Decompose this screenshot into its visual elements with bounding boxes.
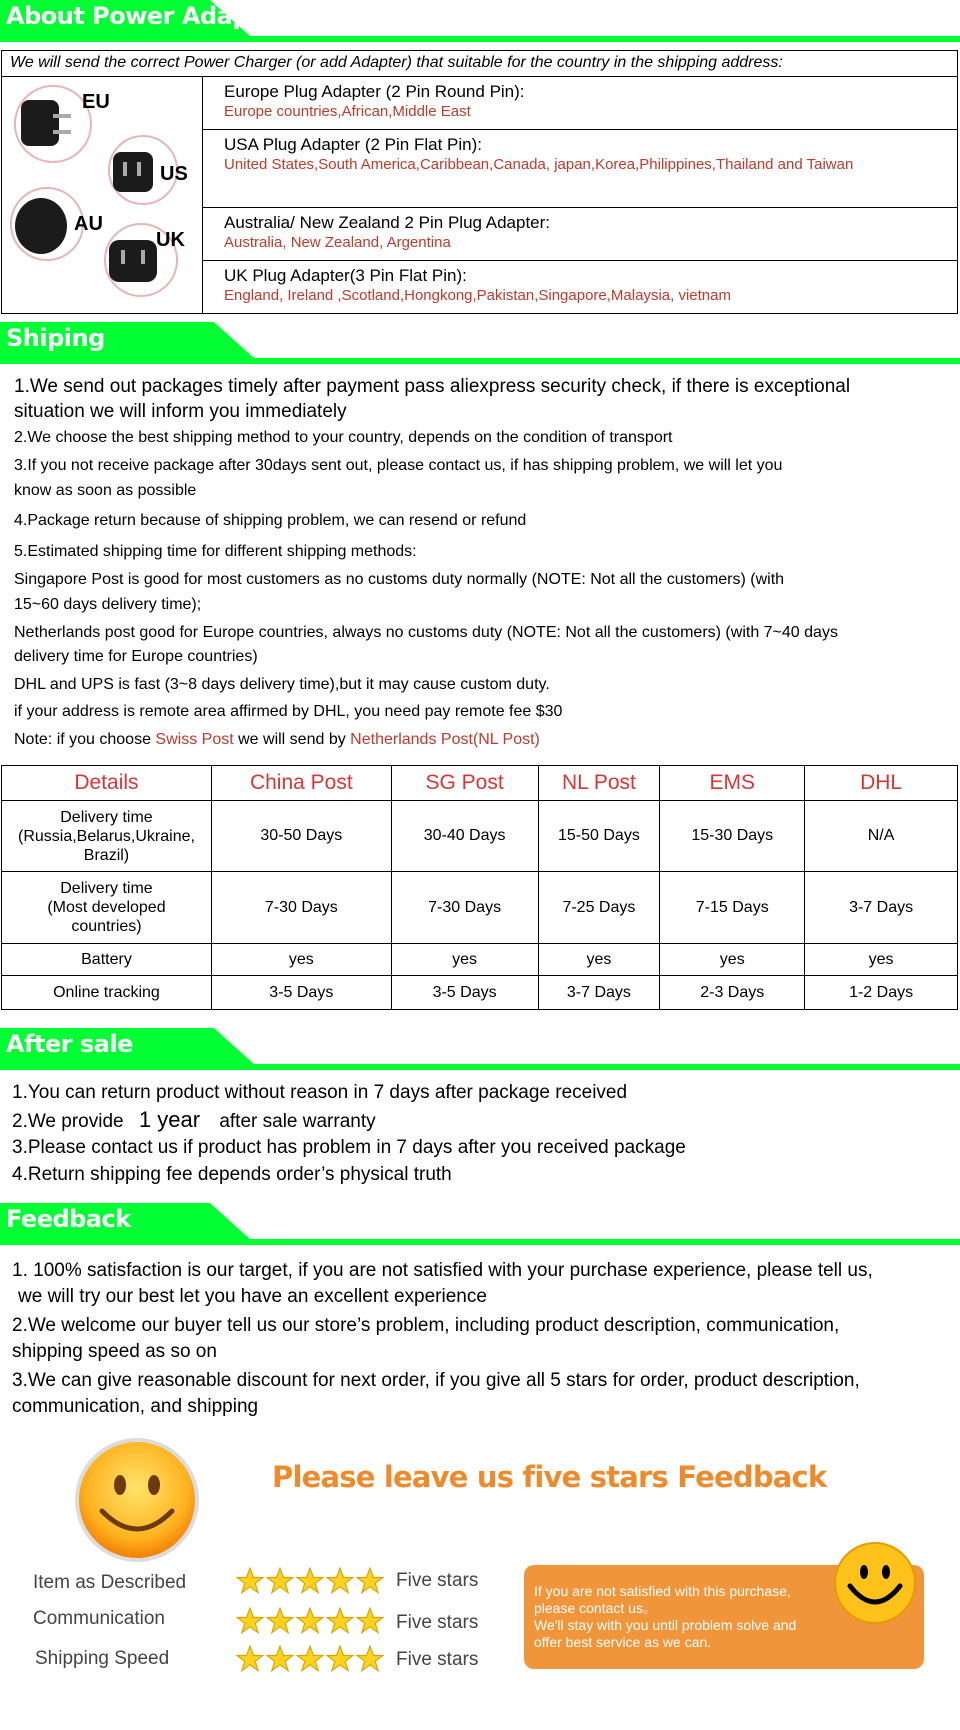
table-cell: 3-7 Days [538, 976, 660, 1010]
star-icon [356, 1607, 384, 1635]
table-row [2, 801, 958, 872]
rating-value: Five stars [396, 1612, 479, 1633]
table-cell: 30-40 Days [391, 801, 538, 872]
table-cell: 30-50 Days [211, 801, 391, 872]
aftersale-warranty [12, 1108, 376, 1134]
aftersale-text: 2.We provide [12, 1111, 124, 1132]
plug-row [203, 77, 958, 130]
table-cell: yes [805, 944, 958, 976]
star-icon [296, 1645, 324, 1673]
star-icon [326, 1607, 354, 1635]
plug-title: Australia/ New Zealand 2 Pin Plug Adapter: [224, 212, 551, 232]
shipping-line: 15~60 days delivery time); [14, 596, 202, 613]
plug-label-us: US [160, 163, 188, 185]
plug-image-cell [2, 77, 203, 314]
contact-text [534, 1583, 796, 1651]
table-cell: 3-7 Days [805, 872, 958, 944]
shipping-line: 4.Package return because of shipping problem, we can resend or refund [14, 512, 527, 529]
star-rating [236, 1567, 386, 1600]
shipping-line: 3.If you not receive package after 30days sent out, please contact us, if has shipping problem, we will let you [14, 457, 783, 474]
table-header: SG Post [391, 766, 538, 801]
plug-title: Europe Plug Adapter (2 Pin Round Pin): [224, 82, 525, 101]
rating-label: Communication [33, 1608, 165, 1629]
rating-value: Five stars [396, 1570, 479, 1591]
star-icon [356, 1645, 384, 1673]
star-icon [326, 1567, 354, 1595]
table-header: DHL [805, 766, 958, 801]
shipping-line: 2.We choose the best shipping method to your country, depends on the condition of transport [14, 429, 673, 446]
feedback-line: shipping speed as so on [12, 1341, 217, 1362]
shipping-line: 1.We send out packages timely after payment pass aliexpress security check, if there is exceptional [14, 376, 851, 397]
table-header: EMS [660, 766, 805, 801]
star-icon [326, 1645, 354, 1673]
table-cell: 7-30 Days [391, 872, 538, 944]
shipping-line: 5.Estimated shipping time for different shipping methods: [14, 543, 417, 560]
feedback-line: we will try our best let you have an excellent experience [18, 1286, 487, 1307]
star-icon [356, 1567, 384, 1595]
section-header-aftersale [0, 1028, 960, 1070]
note-text: Note: if you choose [14, 731, 156, 748]
table-row [2, 872, 958, 944]
table-row [2, 944, 958, 976]
rating-label: Shipping Speed [35, 1648, 170, 1669]
table-cell: 1-2 Days [805, 976, 958, 1010]
section-title: About Power Adapter [6, 2, 288, 30]
aftersale-line: 1.You can return product without reason in 7 days after package received [12, 1082, 628, 1103]
table-cell: 3-5 Days [211, 976, 391, 1010]
contact-line: please contact us。 [534, 1600, 657, 1616]
plug-countries: England, Ireland ,Scotland,Hongkong,Pakistan,Singapore,Malaysia, vietnam [224, 286, 731, 304]
power-intro: We will send the correct Power Charger (or add Adapter) that suitable for the country in the shipping address: [10, 54, 783, 71]
table-cell: 15-30 Days [660, 801, 805, 872]
star-icon [236, 1645, 264, 1673]
star-icon [236, 1607, 264, 1635]
table-cell: 3-5 Days [391, 976, 538, 1010]
plug-countries: United States,South America,Caribbean,Canada, japan,Korea,Philippines,Thailand and Taiwan [224, 156, 854, 174]
star-icon [266, 1645, 294, 1673]
section-header-power [0, 0, 960, 42]
section-title: Feedback [6, 1205, 131, 1233]
plug-row [203, 207, 958, 260]
table-cell: 7-15 Days [660, 872, 805, 944]
contact-line: We'll stay with you until problem solve and [534, 1617, 797, 1633]
feedback-line: 3.We can give reasonable discount for next order, if you give all 5 stars for order, product description, [12, 1370, 860, 1391]
table-header: China Post [211, 766, 391, 801]
power-intro-box [1, 50, 958, 77]
plug-label-au: AU [74, 213, 103, 235]
star-icon [296, 1607, 324, 1635]
star-icon [236, 1567, 264, 1595]
table-cell: Delivery time (Most developed countries) [2, 872, 212, 944]
plug-title: UK Plug Adapter(3 Pin Flat Pin): [224, 265, 467, 285]
section-title: After sale [6, 1030, 133, 1058]
table-header: NL Post [538, 766, 660, 801]
shipping-line: Singapore Post is good for most customers as no customs duty normally (NOTE: Not all the customers) (with [14, 571, 785, 588]
feedback-line: 1. 100% satisfaction is our target, if you are not satisfied with your purchase experience, please tell us, [12, 1260, 873, 1281]
table-cell: 7-30 Days [211, 872, 391, 944]
table-cell: Delivery time (Russia,Belarus,Ukraine, Brazil) [2, 801, 212, 872]
shipping-line: Netherlands post good for Europe countries, always no customs duty (NOTE: Not all the customers) (with 7~40 days [14, 624, 838, 641]
table-cell: yes [660, 944, 805, 976]
table-header-row [2, 766, 958, 801]
small-smiley-icon [832, 1540, 918, 1626]
table-header: Details [2, 766, 212, 801]
aftersale-line: 3.Please contact us if product has problem in 7 days after you received package [12, 1137, 686, 1158]
plug-label-eu: EU [82, 91, 110, 113]
feedback-headline: Please leave us five stars Feedback [272, 1460, 827, 1494]
shipping-line: DHL and UPS is fast (3~8 days delivery time),but it may cause custom duty. [14, 676, 550, 693]
table-row [2, 976, 958, 1010]
table-cell: yes [211, 944, 391, 976]
table-cell: yes [538, 944, 660, 976]
rating-label: Item as Described [33, 1572, 187, 1593]
section-title: Shiping [6, 324, 105, 352]
table-cell: yes [391, 944, 538, 976]
star-icon [266, 1567, 294, 1595]
warranty-value: 1 year [138, 1107, 201, 1132]
note-text: we will send by [233, 731, 351, 748]
table-cell: N/A [805, 801, 958, 872]
shipping-line: situation we will inform you immediately [14, 401, 347, 422]
plug-row [203, 260, 958, 313]
aftersale-line: 4.Return shipping fee depends order’s physical truth [12, 1164, 452, 1185]
table-cell: 2-3 Days [660, 976, 805, 1010]
note-swiss-post: Swiss Post [155, 731, 234, 748]
star-icon [296, 1567, 324, 1595]
table-cell: Battery [2, 944, 212, 976]
shipping-table [1, 765, 958, 1010]
table-cell: Online tracking [2, 976, 212, 1010]
plug-title: USA Plug Adapter (2 Pin Flat Pin): [224, 135, 482, 155]
feedback-line: communication, and shipping [12, 1396, 259, 1417]
smiley-icon [72, 1435, 202, 1565]
rating-value: Five stars [396, 1649, 479, 1670]
shipping-line: if your address is remote area affirmed by DHL, you need pay remote fee $30 [14, 703, 563, 720]
plug-table [1, 76, 958, 314]
plug-row [203, 130, 958, 208]
contact-line: If you are not satisfied with this purchase, [534, 1583, 791, 1599]
shipping-line: know as soon as possible [14, 482, 197, 499]
note-nl-post: Netherlands Post(NL Post) [350, 731, 540, 748]
shipping-line: delivery time for Europe countries) [14, 648, 258, 665]
plug-label-uk: UK [156, 229, 185, 251]
section-header-feedback [0, 1203, 960, 1245]
section-header-shipping [0, 322, 960, 364]
star-rating [236, 1645, 386, 1678]
contact-line: offer best service as we can. [534, 1634, 712, 1650]
shipping-note [14, 728, 540, 752]
aftersale-text: after sale warranty [219, 1111, 376, 1132]
table-cell: 7-25 Days [538, 872, 660, 944]
table-cell: 15-50 Days [538, 801, 660, 872]
star-icon [266, 1607, 294, 1635]
star-rating [236, 1607, 386, 1640]
plug-countries: Europe countries,African,Middle East [224, 103, 471, 120]
feedback-line: 2.We welcome our buyer tell us our store’s problem, including product description, communication, [12, 1315, 840, 1336]
plug-countries: Australia, New Zealand, Argentina [224, 233, 451, 251]
